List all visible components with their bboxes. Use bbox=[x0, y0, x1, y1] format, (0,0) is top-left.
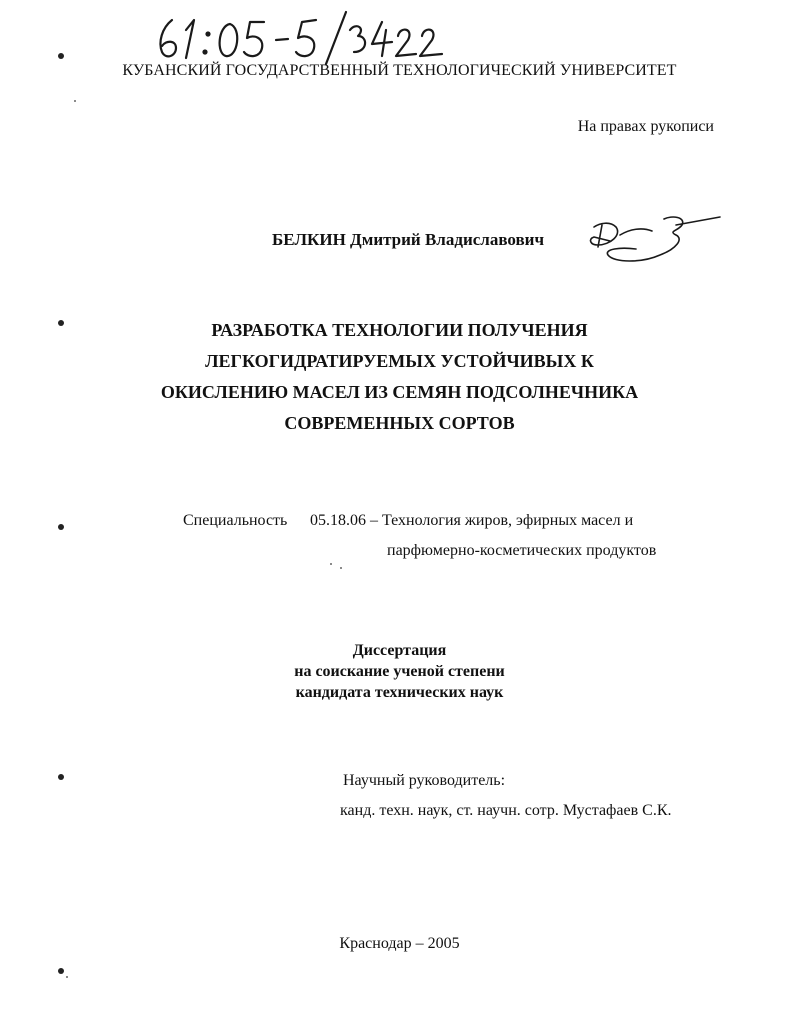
city-year: Краснодар – 2005 bbox=[339, 935, 460, 952]
scan-speck bbox=[340, 567, 342, 569]
author-signature bbox=[580, 205, 730, 275]
scan-speck bbox=[330, 563, 332, 565]
binding-mark bbox=[58, 53, 64, 59]
dissertation-title bbox=[0, 315, 799, 439]
binding-mark bbox=[58, 320, 64, 326]
advisor-name: канд. техн. наук, ст. научн. сотр. Мустафаев С.К. bbox=[340, 802, 672, 819]
rights-note: На правах рукописи bbox=[577, 118, 714, 135]
binding-mark bbox=[58, 524, 64, 530]
scan-speck bbox=[66, 976, 68, 978]
degree-line: кандидата технических наук bbox=[295, 684, 504, 701]
title-line: СОВРЕМЕННЫХ СОРТОВ bbox=[284, 413, 515, 433]
specialty-label: Специальность bbox=[183, 512, 288, 529]
scan-speck bbox=[74, 100, 76, 102]
handwritten-catalog-number bbox=[150, 6, 450, 68]
degree-statement bbox=[0, 640, 799, 703]
specialty-value-line2: парфюмерно-косметических продуктов bbox=[387, 542, 657, 559]
title-line: РАЗРАБОТКА ТЕХНОЛОГИИ ПОЛУЧЕНИЯ bbox=[211, 320, 588, 340]
degree-line: Диссертация bbox=[352, 642, 447, 659]
binding-mark bbox=[58, 774, 64, 780]
degree-line: на соискание ученой степени bbox=[294, 663, 505, 680]
specialty-value-line1: 05.18.06 – Технология жиров, эфирных масел и bbox=[310, 512, 634, 529]
binding-mark bbox=[58, 968, 64, 974]
university-name: КУБАНСКИЙ ГОСУДАРСТВЕННЫЙ ТЕХНОЛОГИЧЕСКИЙ УНИВЕРСИТЕТ bbox=[122, 62, 677, 79]
title-line: ЛЕГКОГИДРАТИРУЕМЫХ УСТОЙЧИВЫХ К bbox=[205, 351, 594, 371]
author-name: БЕЛКИН Дмитрий Владиславович bbox=[272, 230, 545, 249]
advisor-label: Научный руководитель: bbox=[343, 772, 506, 789]
title-line: ОКИСЛЕНИЮ МАСЕЛ ИЗ СЕМЯН ПОДСОЛНЕЧНИКА bbox=[160, 382, 639, 402]
